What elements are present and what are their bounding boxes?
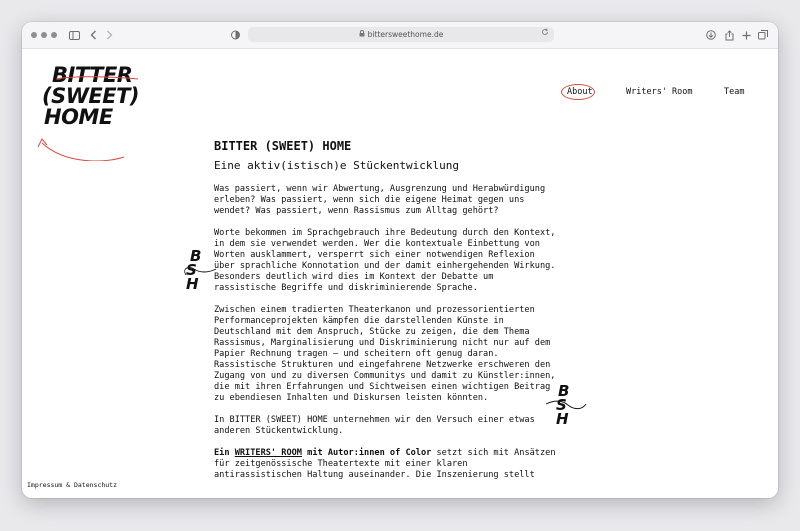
download-icon[interactable]	[705, 28, 717, 42]
back-icon[interactable]	[88, 28, 98, 42]
browser-toolbar	[22, 22, 778, 49]
bsh-mark-left	[186, 249, 201, 291]
zoom-window-button[interactable]	[51, 32, 57, 38]
logo-line-1: BITTER	[52, 63, 133, 87]
bsh-left-swirl-icon	[180, 263, 220, 279]
logo-scribble-icon	[36, 65, 146, 161]
bsh-left-h: H	[186, 275, 199, 293]
nav-about[interactable]: About	[567, 87, 593, 97]
paragraph-2: Worte bekommen im Sprachgebrauch ihre Bedeutung durch den Kontext, in dem sie verwendet werden. Wer die kontextuale Einbettung von Worten ausklammert, versperrt sich einer notwendigen Reflexion über sprachliche Konnotation und der damit einhergehenden Wirkung. Besonders deutlich wird dies im Kontext der Debatte um rassistische Begriffe und diskriminierende Sprache.	[214, 228, 556, 293]
paragraph-5-bold-tail: mit Autor:innen of Color	[301, 448, 432, 458]
logo-line-3: HOME	[44, 105, 113, 129]
nav-team[interactable]: Team	[724, 87, 745, 97]
paragraph-4: In BITTER (SWEET) HOME unternehmen wir den Versuch einer etwas anderen Stückentwicklung.	[214, 415, 535, 436]
browser-window	[22, 22, 778, 498]
page-title: BITTER (SWEET) HOME	[214, 139, 352, 153]
lock-icon	[359, 30, 365, 39]
close-window-button[interactable]	[31, 32, 37, 38]
writers-room-link[interactable]: WRITERS' ROOM	[234, 448, 302, 458]
bsh-right-h: H	[556, 410, 569, 428]
bsh-right-s: S	[556, 396, 567, 414]
paragraph-5-bold-lead: Ein	[214, 448, 235, 458]
bsh-left-b: B	[190, 247, 202, 265]
bsh-right-swirl-icon	[546, 396, 590, 414]
page-subtitle: Eine aktiv(istisch)e Stückentwicklung	[214, 159, 460, 172]
reload-icon[interactable]	[541, 28, 549, 39]
bsh-left-s: S	[186, 261, 197, 279]
paragraph-1: Was passiert, wenn wir Abwertung, Ausgrenzung und Herabwürdigung erleben? Was passiert, wenn sich die eigene Heimat gegen uns wendet? Was passiert, wenn Rassismus zum Alltag gehört?	[214, 184, 546, 216]
forward-icon[interactable]	[104, 28, 114, 42]
logo-line-2: (SWEET)	[42, 84, 139, 108]
site-logo[interactable]	[36, 65, 146, 161]
web-page	[22, 49, 778, 498]
nav-writers-room[interactable]: Writers' Room	[626, 87, 693, 97]
minimize-window-button[interactable]	[41, 32, 47, 38]
main-content	[214, 139, 559, 492]
new-tab-icon[interactable]	[740, 28, 752, 42]
paragraph-5-text: setzt sich mit Ansätzen für zeitgenössische Theatertexte mit einer klaren antirassistischen Haltung auseinander. Die Inszenierung stellt	[214, 448, 556, 480]
address-bar[interactable]	[248, 27, 554, 42]
bsh-right-b: B	[558, 382, 570, 400]
paragraph-3: Zwischen einem tradierten Theaterkanon und prozessorientierten Performanceprojekten kämpfen die darstellenden Künste in Deutschland mit dem Anspruch, Stücke zu zeigen, die dem Thema Rassismus, Marginalisierung und Diskriminierung nicht nur auf dem Papier Rechnung tragen – und scheitern oft genug daran. Rassistische Strukturen und eingefahrene Netzwerke erschweren den Zugang von und zu diversen Communitys und damit zu Künstler:innen, die mit ihren Erfahrungen und Sichtweisen einen wichtigen Beitrag zu ebendiesen Inhalten und Diskursen leisten könnten.	[214, 305, 556, 403]
footer-imprint-link[interactable]: Impressum & Datenschutz	[27, 481, 118, 489]
tab-overview-icon[interactable]	[757, 28, 769, 42]
url-text: bittersweethome.de	[367, 30, 444, 39]
privacy-shield-icon[interactable]	[229, 28, 241, 42]
bsh-mark-right	[554, 384, 569, 426]
sidebar-toggle-icon[interactable]	[68, 28, 80, 42]
paragraph-5	[214, 448, 559, 481]
share-icon[interactable]	[723, 28, 735, 42]
